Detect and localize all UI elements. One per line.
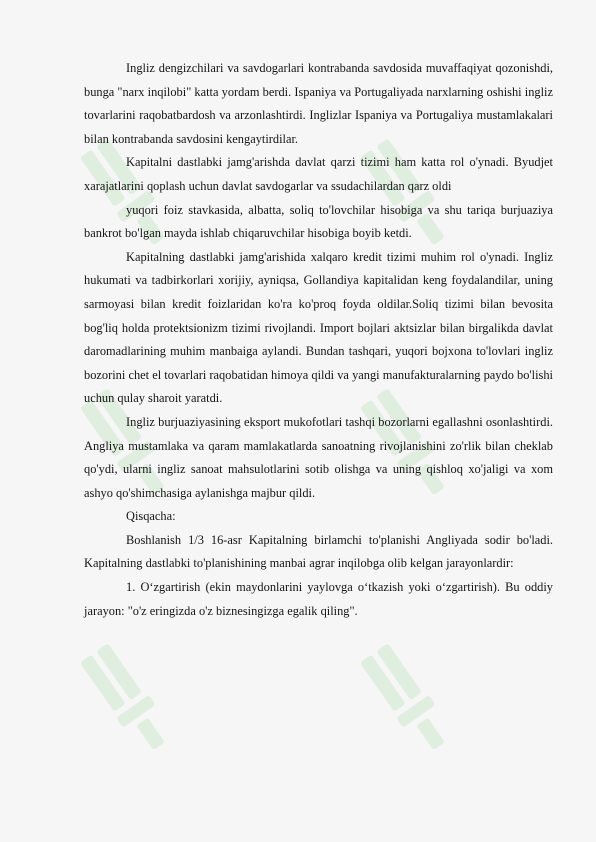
paragraph-2: Kapitalni dastlabki jamg'arishda davlat qarzi tizimi ham katta rol o'ynadi. Byudjet xarajatlarini qoplash uchun davlat savdogarlar va ssudachilardan qarz oldi — [84, 155, 553, 193]
paragraph-1: Ingliz dengizchilari va savdogarlari kontrabanda savdosida muvaffaqiyat qozonishdi, bunga "narx inqilobi" katta yordam berdi. Ispaniya va Portugaliyada narxlarning oshishi ingliz tovarlarini raqobatbardosh va arzonlashtirdi. Inglizlar Ispaniya va Portugaliya mustamlakalari bilan kontrabanda savdosini kengaytirdilar. — [84, 61, 553, 146]
paragraph-8: 1. O‘zgartirish (ekin maydonlarini yaylovga o‘tkazish yoki o‘zgartirish). Bu oddiy jarayon: "o'z eringizda o'z biznesingizga egalik qiling". — [84, 580, 553, 618]
paragraph-3: yuqori foiz stavkasida, albatta, soliq to'lovchilar hisobiga va shu tariqa burjuaziya bankrot bo'lgan mayda ishlab chiqaruvchilar hisobiga boyib ketdi. — [84, 202, 553, 241]
watermark-logo-icon — [67, 622, 199, 769]
paragraph-7: Boshlanish 1/3 16-asr Kapitalning birlamchi to'planishi Angliyada sodir bo'ladi. Kapitalning dastlabki to'planishining manbai agrar inqilobga olib kelgan jarayonlardir: — [84, 532, 553, 571]
paragraph-6: Qisqacha: — [126, 509, 176, 524]
paragraph-4: Kapitalning dastlabki jamg'arishida xalqaro kredit tizimi muhim rol o'ynadi. Ingliz hukumati va tadbirkorlari xorijiy, ayniqsa, Gollandiya kapitalidan keng foydalandilar, uning sarmoyasi bilan kredit foizlaridan ko'ra ko'proq foyda oldilar.Soliq tizimi bilan bevosita bog'liq holda protektsionizm tizimi rivojlandi. Import bojlari aktsizlar bilan birgalikda davlat daromadlarining muhim manbaiga aylandi. Bundan tashqari, yuqori bojxona to'lovlari ingliz bozorini chet el tovarlari raqobatidan himoya qildi va yangi manufakturalarning paydo bo'lishi uchun qulay sharoit yaratdi. — [84, 249, 553, 406]
document-body — [84, 57, 553, 623]
watermark-logo-icon — [347, 622, 479, 769]
paragraph-5: Ingliz burjuaziyasining eksport mukofotlari tashqi bozorlarni egallashni osonlashtirdi. Angliya mustamlaka va qaram mamlakatlarda sanoatning rivojlanishini zo'rlik bilan cheklab qo'ydi, ularni ingliz sanoat mahsulotlarini sotib olishga va uning qishloq xo'jaligi va xom ashyo qo'shimchasiga aylanishga majbur qildi. — [84, 414, 553, 500]
